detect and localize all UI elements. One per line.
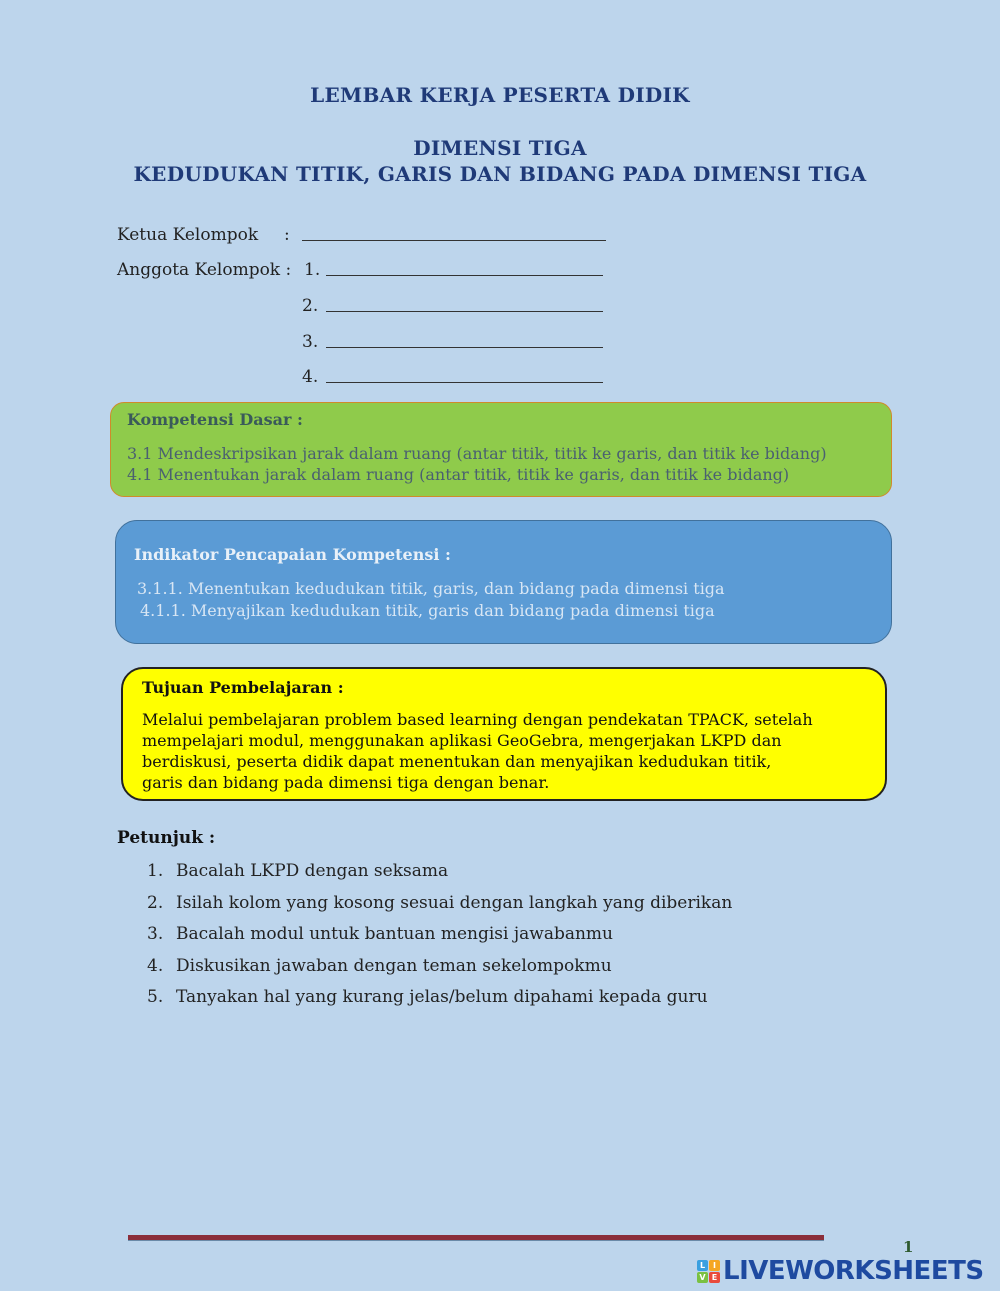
petunjuk-heading: Petunjuk : [117, 828, 216, 848]
kompetensi-dasar-item: 3.1 Mendeskripsikan jarak dalam ruang (antar titik, titik ke garis, dan titik ke bidang) [127, 444, 827, 463]
list-item: 4. Diskusikan jawaban dengan teman sekelompokmu [147, 955, 612, 976]
leader-input-line[interactable] [302, 226, 606, 246]
document-subtitle-subtopic: KEDUDUKAN TITIK, GARIS DAN BIDANG PADA DIMENSI TIGA [133, 162, 867, 186]
leader-label: Ketua Kelompok [117, 225, 259, 245]
member-number: 2. [302, 296, 319, 316]
tujuan-line: mempelajari modul, menggunakan aplikasi GeoGebra, mengerjakan LKPD dan [142, 731, 782, 750]
member-input-line-3[interactable] [326, 333, 603, 353]
tujuan-line: Melalui pembelajaran problem based learning dengan pendekatan TPACK, setelah [142, 710, 813, 729]
tujuan-line: berdiskusi, peserta didik dapat menentukan dan menyajikan kedudukan titik, [142, 752, 772, 771]
tujuan-heading: Tujuan Pembelajaran : [142, 678, 344, 697]
kompetensi-dasar-heading: Kompetensi Dasar : [127, 410, 303, 429]
indikator-heading: Indikator Pencapaian Kompetensi : [134, 545, 451, 564]
member-input-line-2[interactable] [326, 297, 603, 317]
member-number: 4. [302, 367, 319, 387]
liveworksheets-wordmark: LIVEWORKSHEETS [723, 1256, 984, 1286]
list-item: 1. Bacalah LKPD dengan seksama [147, 861, 449, 881]
indikator-item: 3.1.1. Menentukan kedudukan titik, garis, dan bidang pada dimensi tiga [137, 579, 725, 598]
member-input-line-1[interactable] [326, 261, 603, 281]
petunjuk-list [147, 861, 732, 1019]
leader-colon: : [284, 225, 290, 245]
document-title: LEMBAR KERJA PESERTA DIDIK [310, 83, 690, 107]
page-number: 1 [903, 1238, 914, 1256]
tujuan-box [121, 667, 887, 801]
indikator-item: 4.1.1. Menyajikan kedudukan titik, garis dan bidang pada dimensi tiga [140, 601, 715, 620]
liveworksheets-logo[interactable] [697, 1256, 984, 1286]
kompetensi-dasar-box [110, 402, 892, 497]
list-item: 5. Tanyakan hal yang kurang jelas/belum dipahami kepada guru [147, 987, 708, 1008]
footer-divider [128, 1235, 824, 1241]
tujuan-line: garis dan bidang pada dimensi tiga dengan benar. [142, 773, 550, 792]
indikator-box [115, 520, 892, 644]
members-label: Anggota Kelompok : [117, 260, 292, 280]
member-number: 3. [302, 332, 319, 352]
liveworksheets-logo-icon: L I V E [697, 1260, 720, 1283]
tujuan-body [142, 709, 877, 793]
list-item: 3. Bacalah modul untuk bantuan mengisi jawabanmu [147, 924, 613, 945]
document-subtitle-topic: DIMENSI TIGA [413, 136, 587, 160]
member-input-line-4[interactable] [326, 368, 603, 388]
list-item: 2. Isilah kolom yang kosong sesuai dengan langkah yang diberikan [147, 892, 733, 913]
kompetensi-dasar-item: 4.1 Menentukan jarak dalam ruang (antar titik, titik ke garis, dan titik ke bidang) [127, 465, 790, 484]
member-number: 1. [304, 260, 321, 280]
